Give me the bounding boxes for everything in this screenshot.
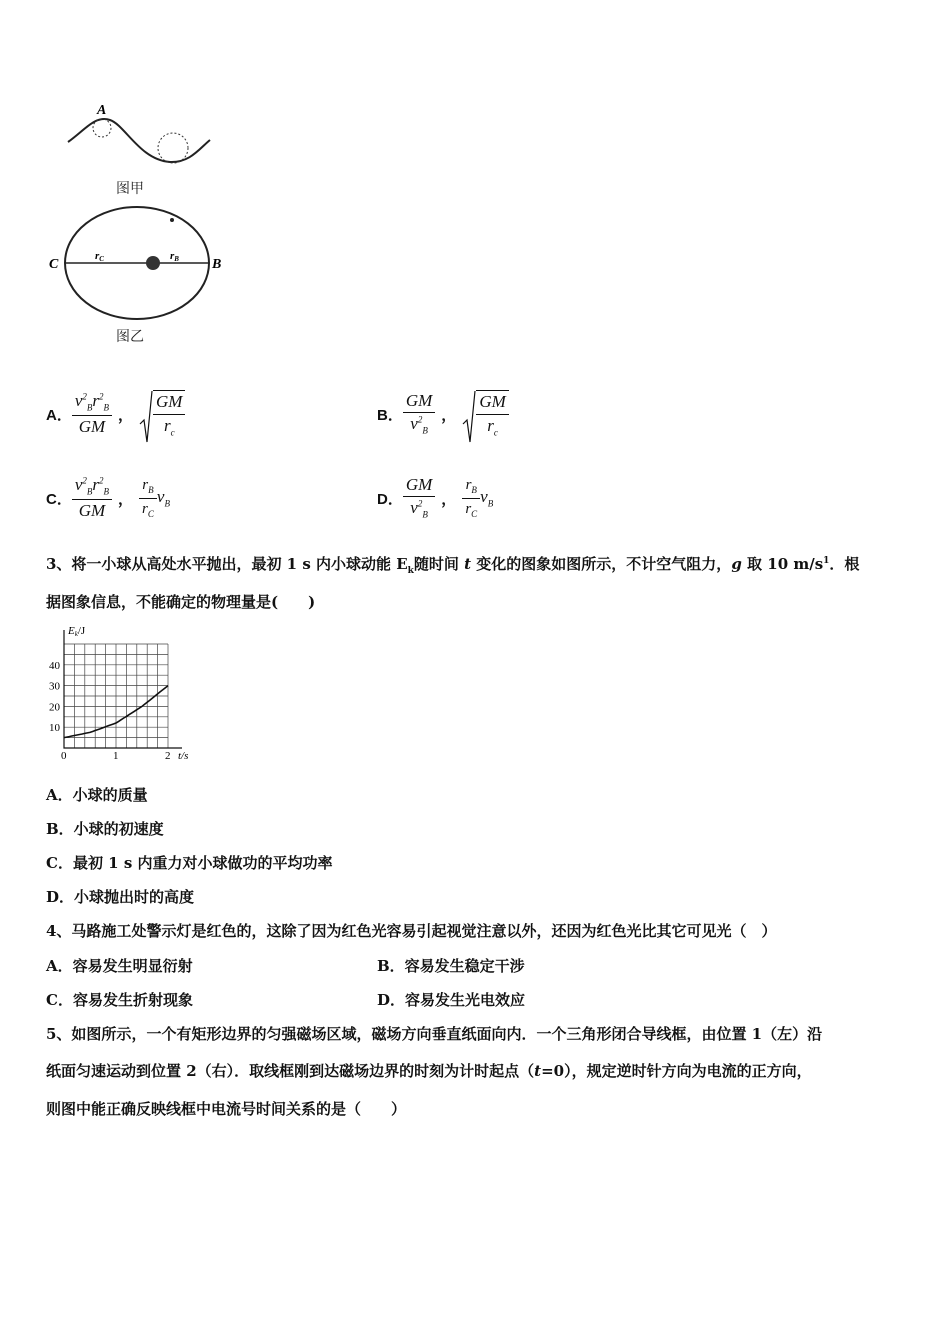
q4-option-b[interactable]: B．容易发生稳定干涉 <box>377 957 525 975</box>
label-rb: rB <box>170 250 179 263</box>
q4-option-a[interactable]: A．容易发生明显衍射 <box>46 957 193 975</box>
x-tick-label: 1 <box>113 750 119 762</box>
q3-option-d[interactable]: D．小球抛出时的高度 <box>46 888 195 906</box>
q5-line3: 则图中能正确反映线框中电流号时间关系的是（ ） <box>46 1100 407 1118</box>
option-d-frac1: $\frac{GM}{v^2_B}$ <box>403 476 435 521</box>
option-a[interactable]: A． $\frac{v^2_Br^2_B}{GM}$ ， $\frac{GM}{r_c}$ <box>46 384 185 444</box>
figure-yi <box>45 200 225 320</box>
q4-option-c[interactable]: C．容易发生折射现象 <box>46 991 193 1009</box>
x-tick-label: 2 <box>165 750 171 762</box>
wave-track <box>68 119 210 162</box>
q5-line1: 5、如图所示，一个有矩形边界的匀强磁场区域，磁场方向垂直纸面向内．一个三角形闭合导线框，由位置 1（左）沿 <box>46 1025 823 1043</box>
option-a-sqrt: $\frac{GM}{r_c}$ <box>139 390 185 438</box>
option-b-frac: $\frac{GM}{v^2_B}$ <box>403 392 435 437</box>
fig-jia-caption: 图甲 <box>116 181 144 197</box>
q3-option-b[interactable]: B．小球的初速度 <box>46 820 164 838</box>
option-c-frac1: $\frac{v^2_Br^2_B}{GM}$ <box>72 476 112 521</box>
q3-option-c[interactable]: C．最初 1 s 内重力对小球做功的平均功率 <box>46 854 333 872</box>
y-tick-label: 20 <box>49 701 60 714</box>
label-c: C <box>49 257 59 272</box>
option-a-frac: $\frac{v^2_Br^2_B}{GM}$ <box>72 392 112 437</box>
x-axis-label: t/s <box>178 750 189 762</box>
satellite-dot <box>170 218 174 222</box>
option-b-sqrt: $\frac{GM}{r_c}$ <box>462 390 508 438</box>
q5-line2: 纸面匀速运动到位置 2（右）．取线框刚到达磁场边界的时刻为计时起点（t=0），规定逆时针方向为电流的正方向， <box>46 1062 812 1080</box>
y-tick-label: 10 <box>49 722 60 735</box>
option-d[interactable]: D． $\frac{GM}{v^2_B}$ ， $\frac{r_B}{r_C}$ $v_B$ <box>377 474 494 520</box>
option-c-letter: C． <box>46 490 72 508</box>
q3-line1: 3、将一小球从高处水平抛出，最初 1 s 内小球动能 $E_k$随时间 t 变化的图象如图所示，不计空气阻力，g 取 10 $m/s^1$．根 <box>46 555 860 576</box>
y-axis-label: Ek/J <box>68 625 86 638</box>
option-d-frac2: $\frac{r_B}{r_C}$ <box>462 477 480 520</box>
q3-option-a[interactable]: A．小球的质量 <box>46 786 148 804</box>
q4-stem: 4、马路施工处警示灯是红色的，这除了因为红色光容易引起视觉注意以外，还因为红色光比其它可见光（ ） <box>46 922 777 940</box>
planet-dot <box>146 256 160 270</box>
option-b-letter: B． <box>377 406 403 424</box>
option-a-letter: A． <box>46 406 72 424</box>
q3-line2: 据图象信息，不能确定的物理量是( ) <box>46 593 316 611</box>
label-b: B <box>212 257 222 272</box>
option-b[interactable]: B． $\frac{GM}{v^2_B}$ ， $\frac{GM}{r_c}$ <box>377 384 509 444</box>
option-c[interactable]: C． $\frac{v^2_Br^2_B}{GM}$ ， $\frac{r_B}{r_C}$ $v_B$ <box>46 474 170 520</box>
point-a-label: A <box>97 103 107 118</box>
q4-option-d[interactable]: D．容易发生光电效应 <box>377 991 526 1009</box>
x-tick-label: 0 <box>61 750 67 762</box>
large-ball-circle <box>158 133 188 163</box>
y-tick-label: 40 <box>49 659 60 672</box>
y-tick-label: 30 <box>49 680 60 693</box>
fig-yi-caption: 图乙 <box>116 329 144 345</box>
ek-time-chart <box>44 620 204 765</box>
option-d-letter: D． <box>377 490 403 508</box>
option-c-frac2: $\frac{r_B}{r_C}$ <box>139 477 157 520</box>
label-rc: rC <box>95 250 104 263</box>
